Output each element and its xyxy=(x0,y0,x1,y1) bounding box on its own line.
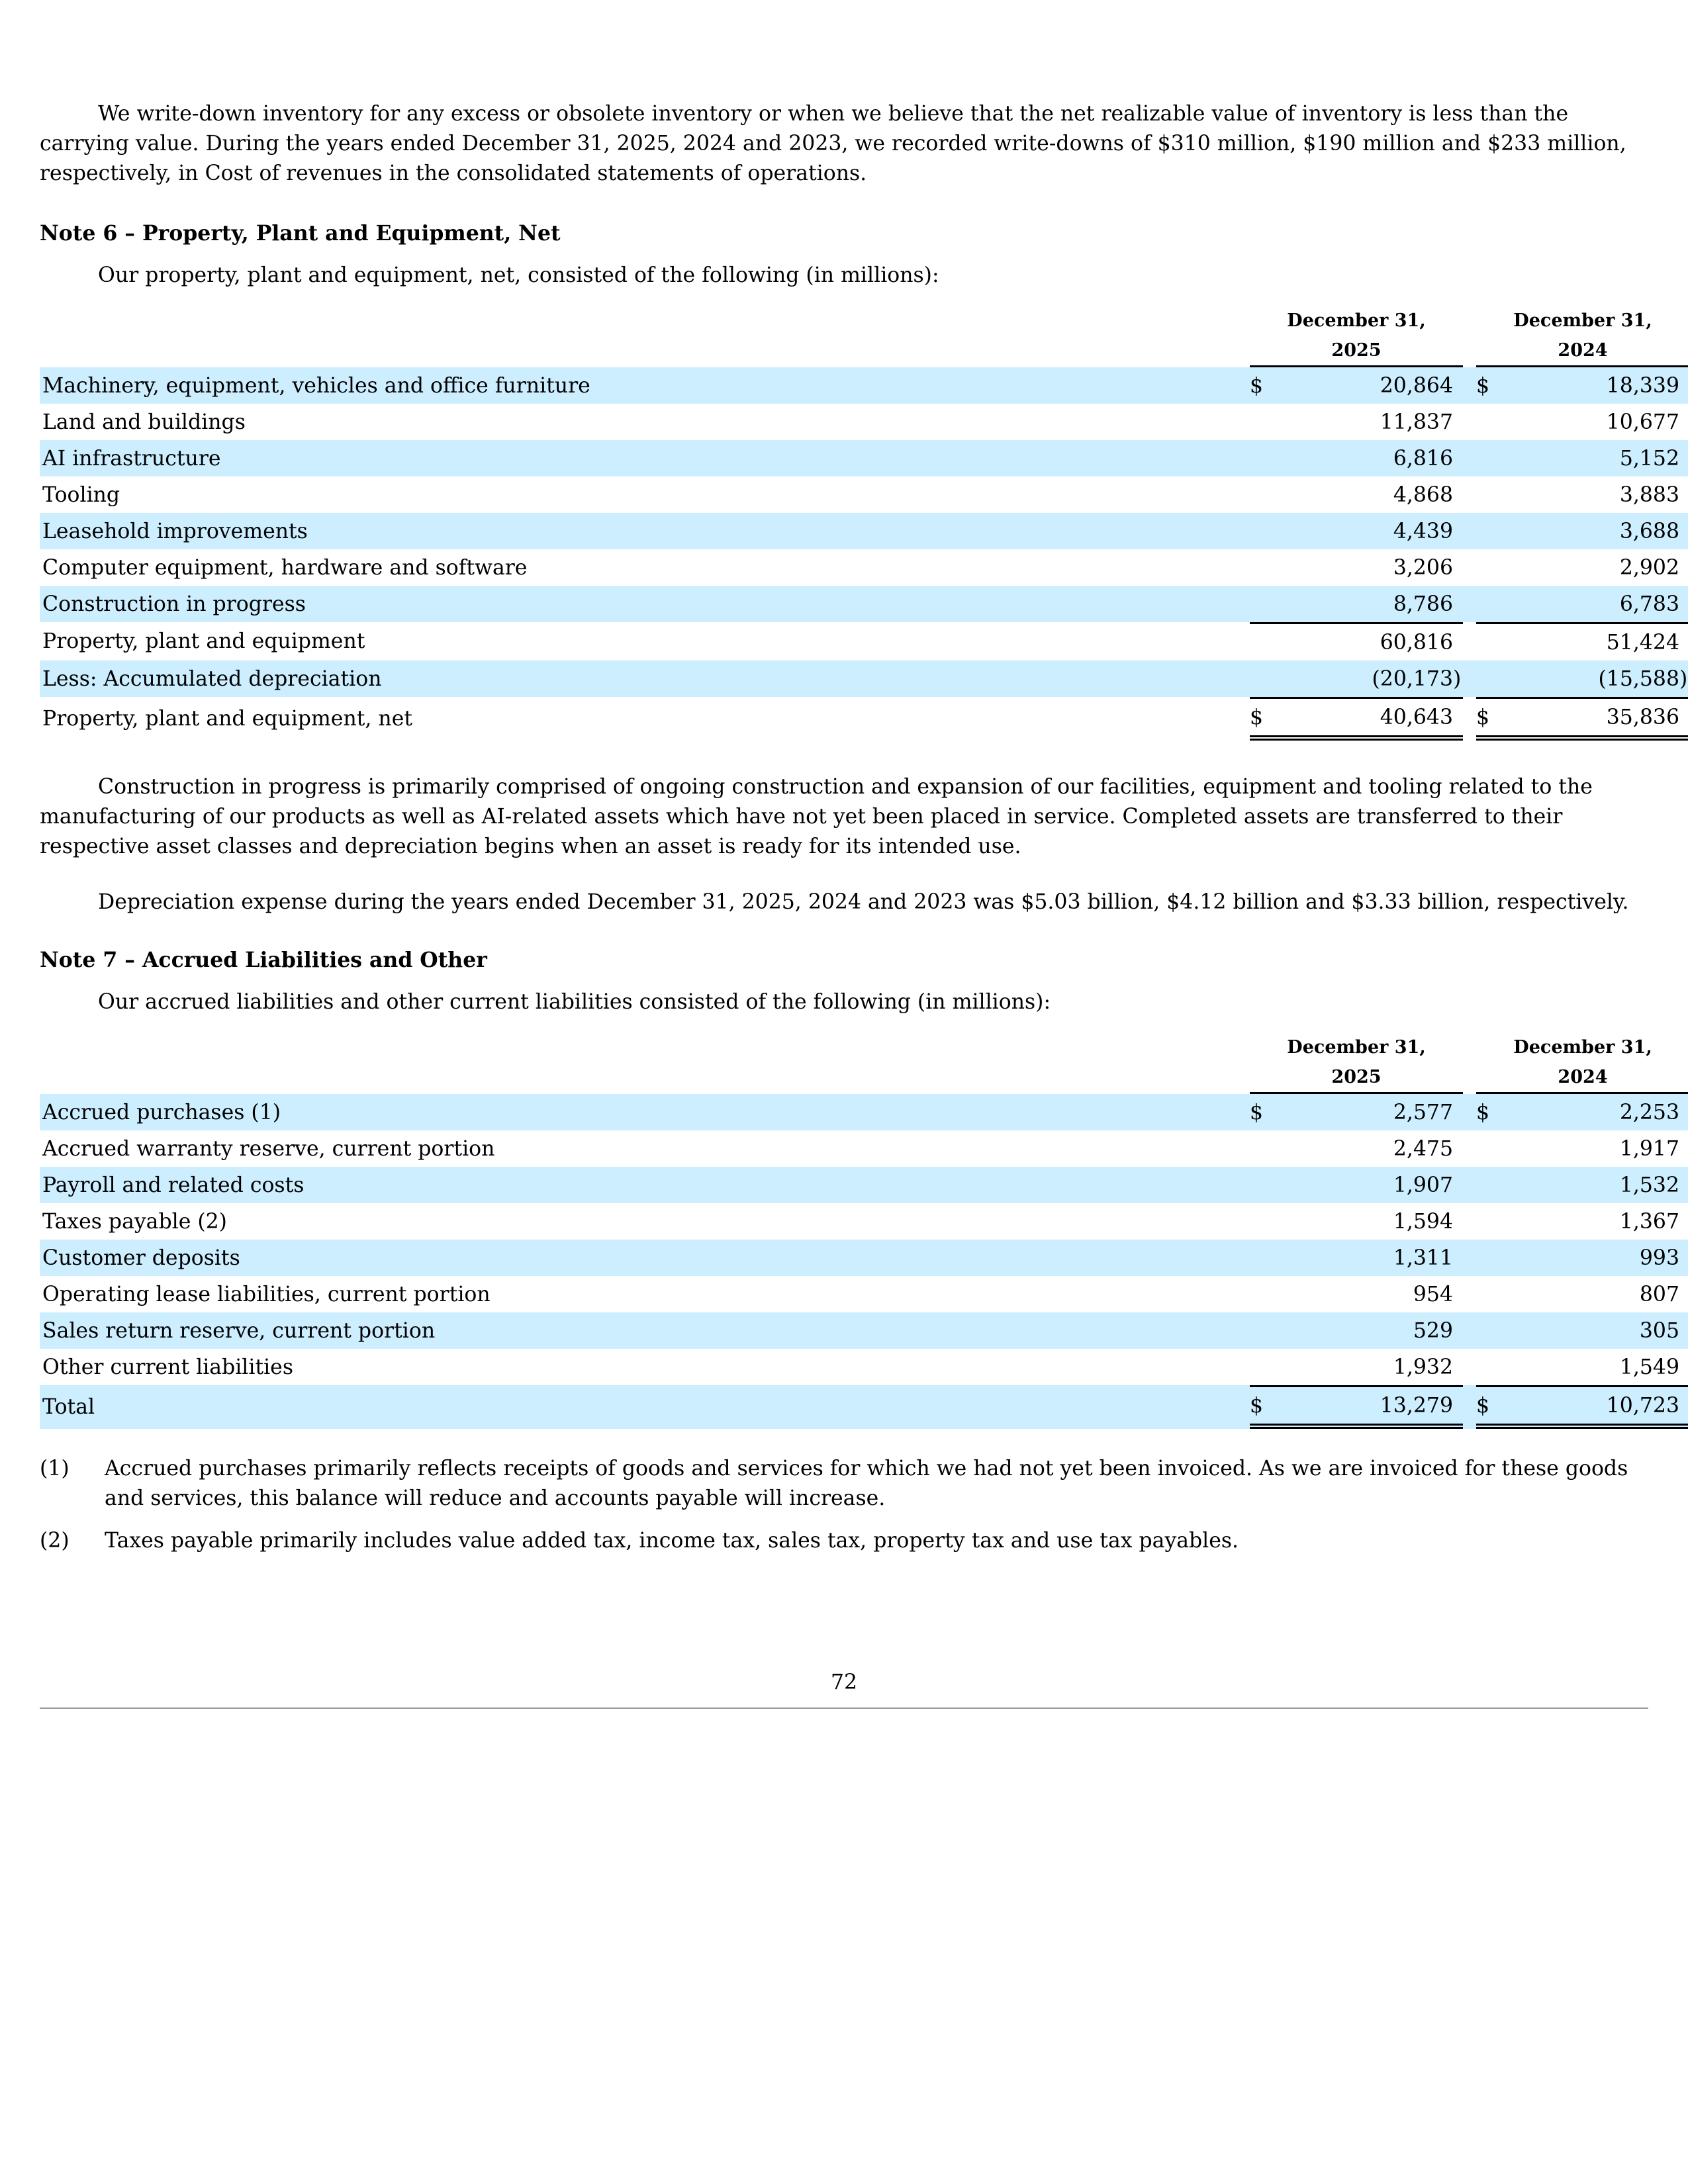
row-label: Accrued warranty reserve, current portion xyxy=(42,1136,495,1161)
value-2025: 13,279 xyxy=(1271,1385,1453,1429)
table-row xyxy=(40,1240,1688,1276)
currency-sign xyxy=(1476,549,1497,586)
closing-paren xyxy=(1679,404,1688,440)
value-2024: 2,253 xyxy=(1497,1094,1679,1130)
closing-paren xyxy=(1679,1203,1688,1240)
header-year-label: 2024 xyxy=(1558,1067,1608,1087)
closing-paren xyxy=(1453,697,1463,741)
currency-sign xyxy=(1250,549,1271,586)
ppe-header-2024 xyxy=(1476,306,1688,367)
currency-sign xyxy=(1250,440,1271,477)
currency-sign xyxy=(1476,477,1497,513)
currency-sign xyxy=(1250,477,1271,513)
currency-sign: $ xyxy=(1476,1094,1497,1130)
value-2024: 1,367 xyxy=(1619,1209,1679,1234)
value-2025: 60,816 xyxy=(1271,622,1453,660)
table-row xyxy=(40,513,1688,549)
currency-sign xyxy=(1476,586,1497,622)
closing-paren xyxy=(1679,549,1688,586)
currency-sign: $ xyxy=(1250,1385,1271,1429)
value-2024: 3,883 xyxy=(1619,482,1679,507)
note7-intro: Our accrued liabilities and other current liabilities consisted of the following (in millions): xyxy=(98,990,1051,1014)
currency-sign: $ xyxy=(1476,697,1497,741)
closing-paren xyxy=(1679,1130,1688,1167)
accrued-header-2025 xyxy=(1250,1032,1463,1094)
value-2025: 1,907 xyxy=(1271,1167,1453,1203)
header-date-label: December 31, xyxy=(1287,1037,1426,1058)
table-row xyxy=(40,1349,1688,1385)
note6-paragraph-2: Depreciation expense during the years ended December 31, 2025, 2024 and 2023 was $5.03 billion, $4.12 billion and $3.33 billion, respectively. xyxy=(98,890,1629,914)
currency-sign xyxy=(1476,513,1497,549)
header-date-label: December 31, xyxy=(1287,310,1426,331)
currency-sign xyxy=(1476,1276,1497,1312)
closing-paren xyxy=(1679,1385,1688,1429)
table-row xyxy=(40,404,1688,440)
column-gap xyxy=(1210,1130,1250,1167)
value-2024: 35,836 xyxy=(1497,697,1679,741)
row-label: Payroll and related costs xyxy=(40,1167,1210,1203)
closing-paren xyxy=(1453,1312,1463,1349)
ppe-header-2025 xyxy=(1250,306,1463,367)
currency-sign xyxy=(1476,1349,1497,1385)
note7-title: Note 7 – Accrued Liabilities and Other xyxy=(40,948,487,972)
currency-sign: $ xyxy=(1250,697,1271,741)
footnote-2 xyxy=(40,1526,1648,1556)
footnotes xyxy=(40,1454,1648,1556)
table-row xyxy=(40,1312,1688,1349)
currency-sign xyxy=(1250,1240,1271,1276)
value-2025: 6,816 xyxy=(1271,440,1453,477)
value-2025: 1,594 xyxy=(1393,1209,1453,1234)
closing-paren xyxy=(1679,697,1688,741)
table-row xyxy=(40,697,1688,741)
table-row xyxy=(40,440,1688,477)
note6-intro: Our property, plant and equipment, net, consisted of the following (in millions): xyxy=(98,263,939,287)
column-gap xyxy=(1210,1240,1250,1276)
value-2024: 1,917 xyxy=(1619,1136,1679,1161)
currency-sign xyxy=(1476,1130,1497,1167)
row-label: Less: Accumulated depreciation xyxy=(40,660,1210,697)
row-label: Machinery, equipment, vehicles and office furniture xyxy=(40,367,1210,404)
table-row xyxy=(40,367,1688,404)
value-2025: 8,786 xyxy=(1271,586,1453,622)
currency-sign xyxy=(1476,622,1497,660)
column-gap xyxy=(1210,697,1250,741)
value-2025: 2,577 xyxy=(1271,1094,1453,1130)
value-2025: 954 xyxy=(1413,1282,1453,1306)
table-row xyxy=(40,622,1688,660)
currency-sign: $ xyxy=(1476,367,1497,404)
closing-paren xyxy=(1453,367,1463,404)
column-gap xyxy=(1463,440,1476,477)
column-gap xyxy=(1210,513,1250,549)
closing-paren xyxy=(1679,1349,1688,1385)
row-label: Property, plant and equipment xyxy=(42,629,365,653)
row-label: Operating lease liabilities, current portion xyxy=(42,1282,491,1306)
header-year-label: 2025 xyxy=(1331,340,1382,361)
table-row xyxy=(40,1385,1688,1429)
footer-rule xyxy=(40,1707,1648,1709)
column-gap xyxy=(1210,660,1250,697)
closing-paren xyxy=(1679,1094,1688,1130)
table-row xyxy=(40,1130,1688,1167)
value-2025: 20,864 xyxy=(1271,367,1453,404)
value-2024: 1,532 xyxy=(1497,1167,1679,1203)
closing-paren xyxy=(1679,622,1688,660)
currency-sign xyxy=(1250,404,1271,440)
column-gap xyxy=(1210,367,1250,404)
document-page xyxy=(40,99,1688,1556)
footnote-text: Accrued purchases primarily reflects receipts of goods and services for which we had not yet been invoiced. As we are invoiced for these goods and services, this balance will reduce and accounts payable will increase. xyxy=(105,1457,1628,1510)
column-gap xyxy=(1210,1276,1250,1312)
column-gap xyxy=(1463,367,1476,404)
row-label: AI infrastructure xyxy=(40,440,1210,477)
header-year-label: 2025 xyxy=(1331,1067,1382,1087)
value-2024: 5,152 xyxy=(1497,440,1679,477)
column-gap xyxy=(1463,586,1476,622)
table-row xyxy=(40,1203,1688,1240)
value-2024: 51,424 xyxy=(1497,622,1679,660)
table-row xyxy=(40,477,1688,513)
closing-paren xyxy=(1453,1276,1463,1312)
currency-sign xyxy=(1250,1167,1271,1203)
row-label: Sales return reserve, current portion xyxy=(40,1312,1210,1349)
currency-sign xyxy=(1476,1312,1497,1349)
column-gap xyxy=(1463,622,1476,660)
closing-paren xyxy=(1453,1349,1463,1385)
column-gap xyxy=(1210,404,1250,440)
currency-sign: $ xyxy=(1250,367,1271,404)
value-2024: 807 xyxy=(1639,1282,1679,1306)
value-2024: 3,688 xyxy=(1497,513,1679,549)
column-gap xyxy=(1210,549,1250,586)
value-2024: 10,677 xyxy=(1606,410,1679,434)
column-gap xyxy=(1210,1094,1250,1130)
header-date-label: December 31, xyxy=(1513,310,1652,331)
ppe-header-row xyxy=(40,306,1688,367)
row-label: Tooling xyxy=(42,482,120,507)
column-gap xyxy=(1463,1312,1476,1349)
row-label: Customer deposits xyxy=(40,1240,1210,1276)
closing-paren: ) xyxy=(1679,660,1688,697)
column-gap xyxy=(1210,622,1250,660)
currency-sign xyxy=(1250,660,1271,697)
closing-paren xyxy=(1679,1240,1688,1276)
currency-sign: $ xyxy=(1476,1385,1497,1429)
closing-paren xyxy=(1679,1167,1688,1203)
page-number: 72 xyxy=(830,1670,858,1694)
column-gap xyxy=(1463,404,1476,440)
accrued-header-row xyxy=(40,1032,1688,1094)
closing-paren xyxy=(1679,367,1688,404)
column-gap xyxy=(1463,1276,1476,1312)
row-label: Computer equipment, hardware and software xyxy=(42,555,528,580)
value-2024: (15,588 xyxy=(1497,660,1679,697)
column-gap xyxy=(1463,1240,1476,1276)
value-2024: 305 xyxy=(1497,1312,1679,1349)
closing-paren xyxy=(1453,1385,1463,1429)
closing-paren xyxy=(1679,1276,1688,1312)
header-year-label: 2024 xyxy=(1558,340,1608,361)
currency-sign xyxy=(1250,622,1271,660)
accrued-header-2024 xyxy=(1476,1032,1688,1094)
closing-paren xyxy=(1453,1130,1463,1167)
table-row xyxy=(40,1167,1688,1203)
value-2024: 1,549 xyxy=(1619,1355,1679,1379)
closing-paren xyxy=(1453,549,1463,586)
closing-paren xyxy=(1453,1240,1463,1276)
currency-sign xyxy=(1476,1203,1497,1240)
column-gap xyxy=(1463,477,1476,513)
currency-sign xyxy=(1476,1240,1497,1276)
closing-paren xyxy=(1453,622,1463,660)
footnote-marker: (2) xyxy=(40,1529,70,1553)
column-gap xyxy=(1210,1349,1250,1385)
footnote-text: Taxes payable primarily includes value added tax, income tax, sales tax, property tax and use tax payables. xyxy=(105,1529,1239,1553)
closing-paren xyxy=(1453,1094,1463,1130)
currency-sign xyxy=(1250,1312,1271,1349)
value-2024: 18,339 xyxy=(1497,367,1679,404)
value-2025: (20,173 xyxy=(1271,660,1453,697)
column-gap xyxy=(1210,440,1250,477)
currency-sign: $ xyxy=(1250,1094,1271,1130)
value-2024: 2,902 xyxy=(1619,555,1679,580)
value-2025: 2,475 xyxy=(1393,1136,1453,1161)
currency-sign xyxy=(1250,586,1271,622)
closing-paren: ) xyxy=(1453,660,1463,697)
table-row xyxy=(40,1094,1688,1130)
column-gap xyxy=(1463,697,1476,741)
closing-paren xyxy=(1679,1312,1688,1349)
column-gap xyxy=(1463,660,1476,697)
closing-paren xyxy=(1453,440,1463,477)
column-gap xyxy=(1463,1203,1476,1240)
column-gap xyxy=(1210,477,1250,513)
column-gap xyxy=(1463,1167,1476,1203)
closing-paren xyxy=(1453,586,1463,622)
currency-sign xyxy=(1476,404,1497,440)
column-gap xyxy=(1210,1312,1250,1349)
footnote-marker: (1) xyxy=(40,1457,70,1480)
table-row xyxy=(40,660,1688,697)
row-label: Property, plant and equipment, net xyxy=(42,707,413,731)
column-gap xyxy=(1463,1094,1476,1130)
closing-paren xyxy=(1679,586,1688,622)
value-2025: 1,311 xyxy=(1271,1240,1453,1276)
column-gap xyxy=(1463,1130,1476,1167)
value-2025: 11,837 xyxy=(1380,410,1453,434)
row-label: Taxes payable (2) xyxy=(42,1209,227,1234)
column-gap xyxy=(1210,586,1250,622)
header-date-label: December 31, xyxy=(1513,1037,1652,1058)
closing-paren xyxy=(1679,440,1688,477)
currency-sign xyxy=(1476,1167,1497,1203)
value-2024: 6,783 xyxy=(1497,586,1679,622)
table-row xyxy=(40,1276,1688,1312)
currency-sign xyxy=(1476,440,1497,477)
note6-title: Note 6 – Property, Plant and Equipment, Net xyxy=(40,221,561,246)
column-gap xyxy=(1210,1203,1250,1240)
value-2025: 4,868 xyxy=(1393,482,1453,507)
ppe-table-body xyxy=(40,367,1688,741)
column-gap xyxy=(1210,1385,1250,1429)
closing-paren xyxy=(1453,1203,1463,1240)
column-gap xyxy=(1463,1385,1476,1429)
column-gap xyxy=(1463,1349,1476,1385)
row-label: Leasehold improvements xyxy=(40,513,1210,549)
row-label: Other current liabilities xyxy=(42,1355,293,1379)
currency-sign xyxy=(1476,660,1497,697)
currency-sign xyxy=(1250,1130,1271,1167)
value-2024: 993 xyxy=(1497,1240,1679,1276)
currency-sign xyxy=(1250,513,1271,549)
closing-paren xyxy=(1679,513,1688,549)
footnote-1 xyxy=(40,1454,1648,1514)
row-label: Land and buildings xyxy=(42,410,246,434)
currency-sign xyxy=(1250,1276,1271,1312)
intro-paragraph: We write-down inventory for any excess or obsolete inventory or when we believe that the net realizable value of inventory is less than the carrying value. During the years ended December 31, 2025, 2024 and 2023, we recorded write-downs of $310 million, $190 million and $233 million, respectively, in Cost of revenues in the consolidated statements of operations. xyxy=(40,102,1626,185)
accrued-table xyxy=(40,1032,1688,1429)
value-2025: 529 xyxy=(1271,1312,1453,1349)
table-row xyxy=(40,549,1688,586)
row-label: Construction in progress xyxy=(40,586,1210,622)
column-gap xyxy=(1463,513,1476,549)
accrued-table-body xyxy=(40,1094,1688,1429)
value-2025: 4,439 xyxy=(1271,513,1453,549)
value-2025: 1,932 xyxy=(1393,1355,1453,1379)
row-label: Total xyxy=(40,1385,1210,1429)
closing-paren xyxy=(1453,1167,1463,1203)
currency-sign xyxy=(1250,1349,1271,1385)
note6-paragraph-1: Construction in progress is primarily comprised of ongoing construction and expansion of our facilities, equipment and tooling related to the manufacturing of our products as well as AI-related assets which have not yet been placed in service. Completed assets are transferred to their respective asset classes and depreciation begins when an asset is ready for its intended use. xyxy=(40,775,1593,858)
ppe-table xyxy=(40,306,1688,741)
column-gap xyxy=(1210,1167,1250,1203)
closing-paren xyxy=(1453,404,1463,440)
closing-paren xyxy=(1453,477,1463,513)
column-gap xyxy=(1463,549,1476,586)
currency-sign xyxy=(1250,1203,1271,1240)
row-label: Accrued purchases (1) xyxy=(40,1094,1210,1130)
value-2025: 3,206 xyxy=(1393,555,1453,580)
table-row xyxy=(40,586,1688,622)
closing-paren xyxy=(1679,477,1688,513)
closing-paren xyxy=(1453,513,1463,549)
value-2024: 10,723 xyxy=(1497,1385,1679,1429)
value-2025: 40,643 xyxy=(1271,697,1453,741)
